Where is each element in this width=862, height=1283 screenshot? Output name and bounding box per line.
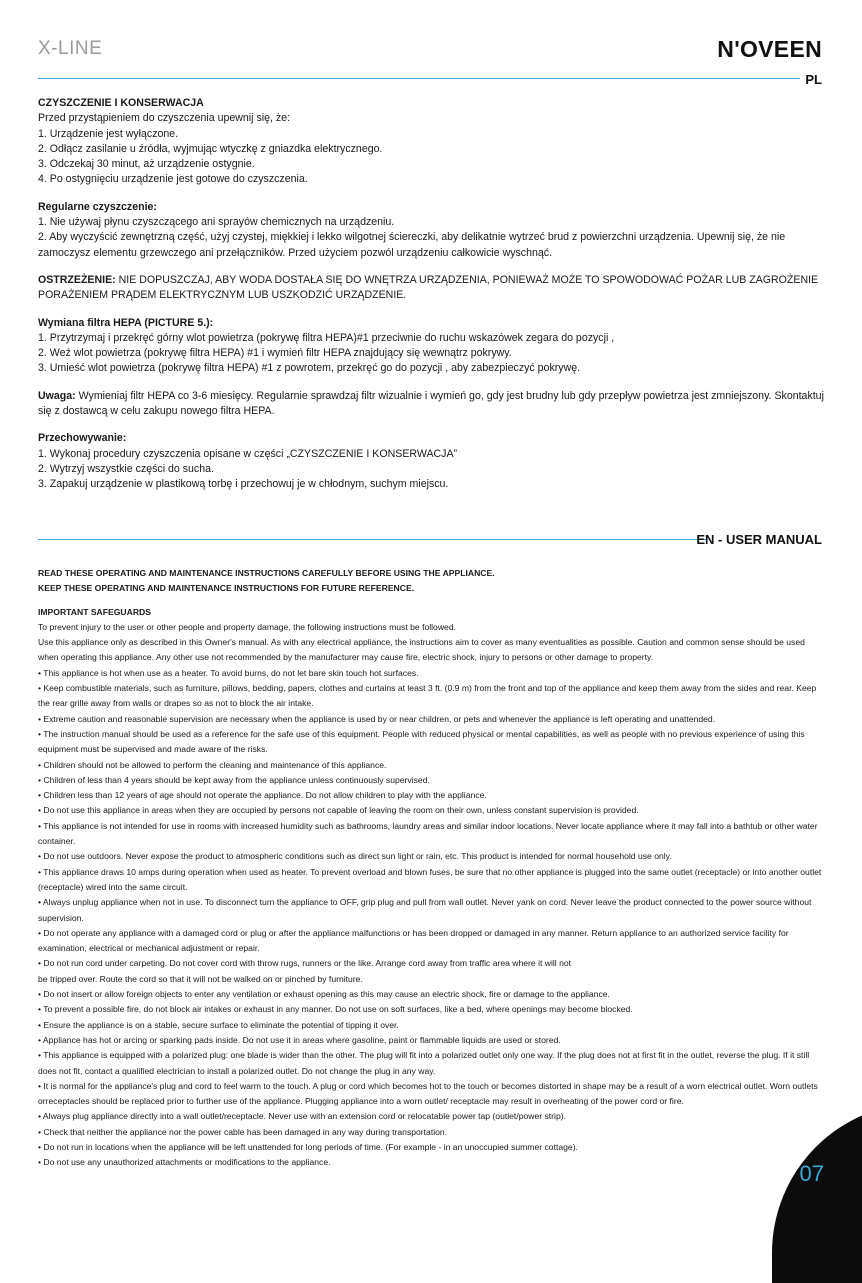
- intro-line: READ THESE OPERATING AND MAINTENANCE INSTRUCTIONS CAREFULLY BEFORE USING THE APPLIANCE.: [38, 568, 495, 578]
- safeguard-item: • It is normal for the appliance's plug and cord to feel warm to the touch. A plug or cord which becomes hot to the touch or becomes distorted in shape may be a result of a worn electrical outlet. Worn outlets orreceptacles should be replaced prior to further use of the appliance. Plugging appliance into a worn outlet/ receptacle may result in overheating of the power cord or fire.: [38, 1080, 818, 1107]
- warning-paragraph: [38, 273, 824, 304]
- safeguard-item: • Do not insert or allow foreign objects to enter any ventilation or exhaust opening as this may cause an electric shock, fire or damage to the appliance.: [38, 989, 610, 1000]
- note-paragraph: [38, 389, 824, 420]
- intro-line: KEEP THESE OPERATING AND MAINTENANCE INSTRUCTIONS FOR FUTURE REFERENCE.: [38, 583, 415, 594]
- safeguard-item: be tripped over. Route the cord so that it will not be walked on or pinched by furniture.: [38, 973, 363, 984]
- safeguard-item: To prevent injury to the user or other people and property damage, the following instructions must be followed.: [38, 621, 456, 632]
- safeguard-item: • Children less than 12 years of age should not operate the appliance. Do not allow children to play with the appliance.: [38, 790, 487, 801]
- safeguard-item: • This appliance is not intended for use in rooms with increased humidity such as bathrooms, laundry areas and similar indoor locations. Never locate appliance where it may fall into a bathtub or other water container.: [38, 820, 818, 847]
- storage-line: 3. Zapakuj urządzenie w plastikową torbę i przechowuj je w chłodnym, suchym miejscu.: [38, 478, 449, 491]
- note-text: Wymieniaj filtr HEPA co 3-6 miesięcy. Regularnie sprawdzaj filtr wizualnie i wymień go, gdy jest brudny lub gdy przepływ powietrza jest zmniejszony. Skontaktuj się z dostawcą w celu zakupu nowego filtra HEPA.: [38, 389, 824, 418]
- regular-cleaning-line: 1. Nie używaj płynu czyszczącego ani sprayów chemicznych na urządzeniu.: [38, 216, 395, 229]
- safeguard-item: • To prevent a possible fire, do not block air intakes or exhaust in any manner. Do not use on soft surfaces, like a bed, where openings may become blocked.: [38, 1004, 633, 1015]
- header-rule: [38, 78, 800, 79]
- note-label: Uwaga:: [38, 389, 76, 402]
- hepa-heading: Wymiana filtra HEPA (PICTURE 5.):: [38, 316, 214, 329]
- cleaning-line: Przed przystąpieniem do czyszczenia upewnij się, że:: [38, 112, 291, 125]
- pl-section: [38, 96, 824, 493]
- safeguard-item: • Do not run cord under carpeting. Do not cover cord with throw rugs, runners or the like. Arrange cord away from traffic area where it will not: [38, 958, 572, 969]
- cleaning-heading: CZYSZCZENIE I KONSERWACJA: [38, 97, 204, 109]
- cleaning-line: 4. Po ostygnięciu urządzenie jest gotowe do czyszczenia.: [38, 173, 308, 186]
- hepa-line: 2. Weź wlot powietrza (pokrywę filtra HEPA) #1 i wymień filtr HEPA znajdujący się wewnątrz pokrywy.: [38, 347, 512, 360]
- safeguards-heading: IMPORTANT SAFEGUARDS: [38, 606, 151, 617]
- safeguard-item: • Keep combustible materials, such as furniture, pillows, bedding, papers, clothes and curtains at least 3 ft. (0.9 m) from the front and top of the appliance and keep them away from the sides and rear. Keep the rear grille away from walls or drapes so as not to block the air intake.: [38, 683, 817, 709]
- storage-line: 2. Wytrzyj wszystkie części do sucha.: [38, 462, 214, 475]
- en-section-rule: [38, 539, 706, 540]
- safeguard-item: • The instruction manual should be used as a reference for the safe use of this equipment. People with reduced physical or mental capabilities, as well as people with no previous experience of using this equipment must be supervised and made aware of the risks.: [38, 728, 805, 755]
- cleaning-line: 1. Urządzenie jest wyłączone.: [38, 127, 179, 140]
- cleaning-line: 2. Odłącz zasilanie u źródła, wyjmując wtyczkę z gniazdka elektrycznego.: [38, 142, 383, 155]
- safeguard-item: • This appliance draws 10 amps during operation when used as heater. To prevent overload and blown fuses, be sure that no other appliance is plugged into the same outlet (receptacle) or into another outlet (receptacle) wired into the same circuit.: [38, 866, 822, 892]
- safeguard-item: • Children should not be allowed to perform the cleaning and maintenance of this appliance.: [38, 759, 387, 770]
- safeguard-item: • This appliance is equipped with a polarized plug: one blade is wider than the other. The plug will fit into a polarized outlet only one way. If the plug does not at first fit in the outlet, reverse the plug. If it still does not fit, contact a qualified electrician to install a polarized outlet. Do not change the plug in any way.: [38, 1050, 810, 1076]
- safeguard-item: • Extreme caution and reasonable supervision are necessary when the appliance is used by or near children, or pets and whenever the appliance is left operating and unattended.: [38, 713, 716, 724]
- language-label-pl: PL: [805, 72, 822, 87]
- safeguard-item: • Ensure the appliance is on a stable, secure surface to eliminate the potential of tipping it over.: [38, 1019, 399, 1030]
- en-section: [38, 566, 826, 1171]
- brand-product-line: X-LINE: [38, 38, 103, 59]
- safeguard-item: • Do not use outdoors. Never expose the product to atmospheric conditions such as direct sun light or rain, etc. This product is intended for normal household use only.: [38, 851, 672, 862]
- regular-cleaning-line: 2. Aby wyczyścić zewnętrzną część, użyj czystej, miękkiej i lekko wilgotnej ściereczki, aby delikatnie wytrzeć brud z powierzchni urządzenia. Upewnij się, że nie zamoczysz elementu grzewczego ani przełączników. Przed użyciem pozwól urządzeniu całkowicie wyschnąć.: [38, 231, 786, 259]
- en-section-label: EN - USER MANUAL: [696, 532, 822, 547]
- safeguard-item: • Do not operate any appliance with a damaged cord or plug or after the appliance malfunctions or has been dropped or damaged in any manner. Return appliance to an authorized service facility for examination, electrical or mechanical adjustment or repair.: [38, 927, 789, 954]
- safeguard-item: • Always plug appliance directly into a wall outlet/receptacle. Never use with an extension cord or relocatable power tap (outlet/power strip).: [38, 1111, 566, 1122]
- safeguard-item: • Check that neither the appliance nor the power cable has been damaged in any way during transportation.: [38, 1126, 448, 1137]
- safeguard-item: • Appliance has hot or arcing or sparking pads inside. Do not use it in areas where gasoline, paint or flammable liquids are used or stored.: [38, 1034, 561, 1045]
- hepa-line: 3. Umieść wlot powietrza (pokrywę filtra HEPA) #1 z powrotem, przekręć go do pozycji , aby zabezpieczyć pokrywę.: [38, 362, 581, 375]
- storage-line: 1. Wykonaj procedury czyszczenia opisane w części „CZYSZCZENIE I KONSERWACJA”: [38, 447, 458, 460]
- hepa-line: 1. Przytrzymaj i przekręć górny wlot powietrza (pokrywę filtra HEPA)#1 przeciwnie do ruchu wskazówek zegara do pozycji ,: [38, 331, 615, 344]
- safeguard-item: Use this appliance only as described in this Owner's manual. As with any electrical appliance, the instructions aim to cover as many eventualities as possible. Caution and common sense should be used when operating this appliance. Any other use not recommended by the manufacturer may cause fire, electric shock, injury to persons or other damage to property.: [38, 637, 805, 663]
- safeguard-item: • Do not run in locations when the appliance will be left unattended for long periods of time. (For example - in an unoccupied summer cottage).: [38, 1141, 578, 1152]
- cleaning-line: 3. Odczekaj 30 minut, aż urządzenie ostygnie.: [38, 158, 255, 171]
- safeguard-item: • Do not use this appliance in areas when they are occupied by persons not capable of leaving the room on their own, unless constant supervision is provided.: [38, 805, 639, 816]
- safeguard-item: • Do not use any unauthorized attachments or modifications to the appliance.: [38, 1157, 331, 1168]
- page-number: 07: [799, 1161, 824, 1186]
- brand-logo: N'OVEEN: [717, 36, 822, 62]
- safeguard-item: • Children of less than 4 years should be kept away from the appliance unless continuously supervised.: [38, 774, 430, 785]
- warning-label: OSTRZEŻENIE:: [38, 273, 116, 286]
- safeguard-item: • This appliance is hot when use as a heater. To avoid burns, do not let bare skin touch hot surfaces.: [38, 667, 419, 678]
- warning-text: NIE DOPUSZCZAJ, ABY WODA DOSTAŁA SIĘ DO WNĘTRZA URZĄDZENIA, PONIEWAŻ MOŻE TO SPOWODOWAĆ POŻAR LUB ZAGROŻENIE PORAŻENIEM PRĄDEM ELEKTRYCZNYM LUB USZKODZIĆ URZĄDZENIE.: [38, 273, 819, 302]
- safeguard-item: • Always unplug appliance when not in use. To disconnect turn the appliance to OFF, grip plug and pull from wall outlet. Never yank on cord. Never leave the product connected to the power source without supervision.: [38, 897, 812, 923]
- storage-heading: Przechowywanie:: [38, 432, 127, 445]
- regular-cleaning-heading: Regularne czyszczenie:: [38, 200, 157, 213]
